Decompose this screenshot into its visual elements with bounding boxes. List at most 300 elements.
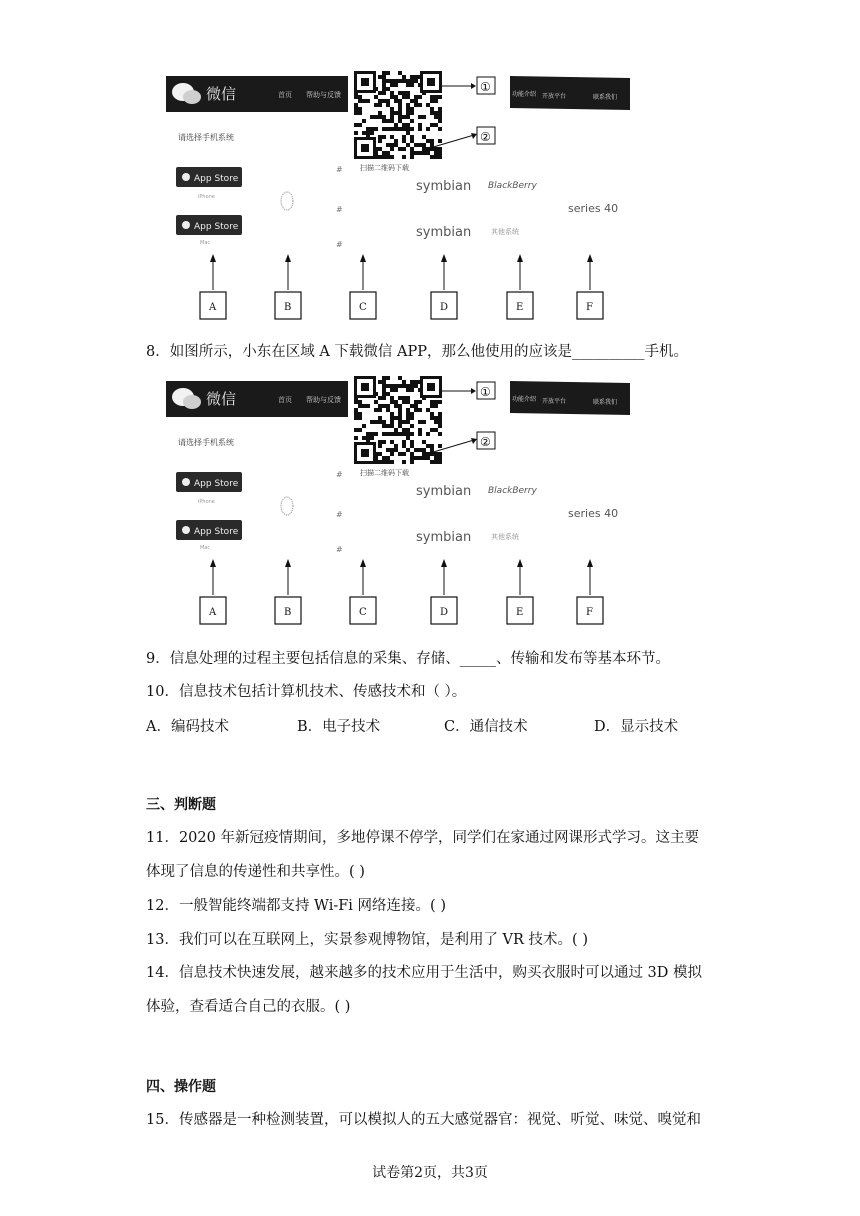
qr-module: [382, 87, 386, 91]
region-label-C: C: [359, 302, 367, 313]
qr-module: [422, 440, 426, 444]
pointer-arrowhead-B: [285, 559, 291, 567]
qr-module: [378, 440, 382, 444]
qr-module: [410, 119, 414, 123]
qr-module: [406, 79, 410, 83]
qr-module: [386, 87, 390, 91]
qr-module: [410, 135, 414, 139]
qr-module: [422, 143, 426, 147]
qr-module: [386, 384, 390, 388]
qr-code: [354, 71, 442, 159]
qr-module: [402, 444, 406, 448]
qr-module: [370, 127, 374, 131]
pointer-arrowhead-E: [517, 559, 523, 567]
qr-module: [406, 107, 410, 111]
qr-module: [438, 452, 442, 456]
qr-module: [426, 408, 430, 412]
qr-module: [430, 444, 434, 448]
qr-module: [390, 135, 394, 139]
qr-module: [362, 119, 366, 123]
qr-module: [394, 444, 398, 448]
pointer-arrowhead-D: [441, 254, 447, 262]
qr-module: [394, 432, 398, 436]
qr-module: [426, 444, 430, 448]
os-mark-3: #: [336, 240, 343, 249]
pointer-arrowhead-C: [360, 559, 366, 567]
qr-module: [430, 412, 434, 416]
qr-module: [410, 99, 414, 103]
right-menu-3: 联系我们: [593, 94, 618, 101]
qr-module: [378, 103, 382, 107]
qr-module: [410, 384, 414, 388]
pointer-arrowhead-A: [210, 254, 216, 262]
wechat-logo-icon-small: [183, 90, 201, 104]
qr-module: [438, 139, 442, 143]
qr-module: [382, 91, 386, 95]
qr-module: [382, 127, 386, 131]
qr-module: [390, 460, 394, 464]
qr-module: [394, 384, 398, 388]
qr-module: [410, 127, 414, 131]
qr-module: [406, 111, 410, 115]
qr-module: [426, 127, 430, 131]
appstore-sub-2: Mac: [200, 240, 211, 246]
qr-finder-core-1: [361, 78, 369, 86]
qr-module: [382, 404, 386, 408]
appstore-sub-1: iPhone: [198, 499, 215, 505]
region-label-D: D: [440, 302, 449, 313]
qr-module: [358, 111, 362, 115]
blackberry-label: BlackBerry: [488, 181, 537, 191]
os-mark-1: #: [336, 165, 343, 174]
qr-module: [366, 432, 370, 436]
qr-module: [422, 456, 426, 460]
qr-module: [398, 91, 402, 95]
qr-module: [438, 412, 442, 416]
qr-module: [418, 408, 422, 412]
qr-module: [358, 416, 362, 420]
qr-module: [410, 75, 414, 79]
qr-module: [418, 115, 422, 119]
qr-module: [434, 155, 438, 159]
qr-module: [434, 115, 438, 119]
qr-module: [390, 412, 394, 416]
qr-module: [374, 400, 378, 404]
qr-module: [394, 143, 398, 147]
qr-module: [422, 452, 426, 456]
qr-module: [378, 408, 382, 412]
qr-module: [398, 384, 402, 388]
right-menu-2: 开放平台: [542, 398, 567, 405]
qr-module: [430, 416, 434, 420]
qr-module: [394, 99, 398, 103]
qr-module: [438, 107, 442, 111]
qr-module: [386, 119, 390, 123]
qr-module: [394, 400, 398, 404]
qr-module: [378, 444, 382, 448]
question-9: 9．信息处理的过程主要包括信息的采集、存储、_____、传输和发布等基本环节。: [146, 651, 670, 667]
qr-module: [398, 107, 402, 111]
qr-module: [386, 99, 390, 103]
qr-module: [398, 416, 402, 420]
region-label-C: C: [359, 607, 367, 618]
os-mark-3: #: [336, 545, 343, 554]
qr-module: [430, 95, 434, 99]
qr-module: [390, 416, 394, 420]
pointer-arrowhead-A: [210, 559, 216, 567]
qr-module: [434, 456, 438, 460]
qr-module: [438, 127, 442, 131]
qr-module: [370, 131, 374, 135]
qr-module: [422, 135, 426, 139]
qr-module: [394, 388, 398, 392]
qr-module: [390, 119, 394, 123]
qr-module: [418, 103, 422, 107]
qr-module: [406, 83, 410, 87]
question-14-line-2: 体验，查看适合自己的衣服。( ): [146, 999, 351, 1015]
region-label-D: D: [440, 607, 449, 618]
qr-module: [406, 115, 410, 119]
qr-module: [410, 404, 414, 408]
qr-module: [418, 151, 422, 155]
qr-module: [386, 404, 390, 408]
qr-module: [382, 83, 386, 87]
qr-module: [390, 155, 394, 159]
callout-arrowhead-1: [471, 388, 476, 394]
qr-module: [422, 420, 426, 424]
qr-module: [354, 412, 358, 416]
qr-module: [406, 428, 410, 432]
blackberry-label: BlackBerry: [488, 486, 537, 496]
symbian-label-2: symbian: [416, 530, 472, 545]
q10-option-a: A．编码技术: [146, 719, 229, 735]
section-heading-judgement: 三、判断题: [146, 797, 216, 813]
qr-module: [390, 111, 394, 115]
qr-module: [398, 79, 402, 83]
qr-module: [378, 452, 382, 456]
choose-system-text: 请选择手机系统: [178, 438, 234, 447]
qr-module: [386, 432, 390, 436]
qr-module: [390, 440, 394, 444]
symbian-label-2: symbian: [416, 225, 472, 240]
qr-module: [402, 420, 406, 424]
qr-module: [430, 428, 434, 432]
qr-module: [402, 452, 406, 456]
apple-icon-1-shape: [182, 478, 190, 486]
qr-module: [378, 91, 382, 95]
series40-label: series 40: [568, 507, 619, 520]
qr-module: [402, 123, 406, 127]
other-systems-label: 其他系统: [491, 228, 519, 236]
qr-module: [418, 143, 422, 147]
qr-module: [434, 123, 438, 127]
qr-module: [382, 380, 386, 384]
apple-icon-2-shape: [182, 526, 190, 534]
qr-module: [382, 388, 386, 392]
qr-module: [418, 420, 422, 424]
qr-module: [354, 103, 358, 107]
callout-label-2: ②: [480, 130, 491, 144]
qr-module: [434, 460, 438, 464]
qr-module: [402, 75, 406, 79]
choose-system-text: 请选择手机系统: [178, 133, 234, 142]
qr-module: [422, 151, 426, 155]
qr-module: [402, 115, 406, 119]
qr-finder-core-3: [361, 144, 369, 152]
qr-module: [402, 384, 406, 388]
other-systems-label: 其他系统: [491, 533, 519, 541]
qr-module: [374, 408, 378, 412]
qr-module: [438, 111, 442, 115]
qr-module: [402, 432, 406, 436]
qr-module: [386, 456, 390, 460]
question-12: 12．一般智能终端都支持 Wi-Fi 网络连接。( ): [146, 898, 446, 914]
qr-module: [406, 416, 410, 420]
qr-module: [390, 107, 394, 111]
qr-module: [406, 143, 410, 147]
pointer-arrowhead-E: [517, 254, 523, 262]
qr-module: [426, 103, 430, 107]
qr-module: [402, 139, 406, 143]
qr-module: [414, 384, 418, 388]
qr-module: [398, 147, 402, 151]
qr-module: [374, 127, 378, 131]
qr-finder-core-1: [361, 383, 369, 391]
qr-module: [418, 448, 422, 452]
q10-option-d: D．显示技术: [594, 719, 679, 735]
qr-module: [386, 408, 390, 412]
qr-module: [434, 428, 438, 432]
qr-module: [390, 95, 394, 99]
qr-module: [422, 448, 426, 452]
qr-module: [410, 380, 414, 384]
qr-module: [430, 123, 434, 127]
qr-module: [422, 115, 426, 119]
qr-module: [398, 99, 402, 103]
qr-finder-core-2: [427, 383, 435, 391]
qr-module: [362, 424, 366, 428]
region-label-F: F: [586, 302, 593, 313]
qr-module: [430, 99, 434, 103]
qr-module: [370, 436, 374, 440]
qr-module: [410, 416, 414, 420]
right-menu-2: 开放平台: [542, 93, 567, 100]
wechat-logo-icon-small: [183, 395, 201, 409]
qr-module: [414, 75, 418, 79]
qr-module: [406, 103, 410, 107]
qr-module: [382, 376, 386, 380]
qr-module: [382, 420, 386, 424]
appstore-sub-2: Mac: [200, 545, 211, 551]
qr-module: [386, 143, 390, 147]
qr-caption: 扫描二维码下载: [360, 164, 409, 172]
qr-module: [362, 131, 366, 135]
right-menu-1: 功能介绍: [512, 396, 537, 403]
qr-module: [390, 420, 394, 424]
qr-module: [358, 404, 362, 408]
qr-module: [406, 436, 410, 440]
qr-module: [438, 456, 442, 460]
wechat-menu-1: 首页: [278, 396, 292, 404]
qr-module: [362, 99, 366, 103]
region-label-B: B: [284, 302, 292, 313]
qr-module: [390, 448, 394, 452]
qr-module: [398, 115, 402, 119]
qr-module: [374, 432, 378, 436]
qr-module: [378, 75, 382, 79]
qr-module: [406, 432, 410, 436]
qr-module: [414, 103, 418, 107]
qr-module: [386, 79, 390, 83]
qr-module: [410, 440, 414, 444]
qr-module: [418, 95, 422, 99]
qr-module: [386, 155, 390, 159]
wechat-menu-2: 帮助与反馈: [306, 396, 341, 404]
qr-module: [402, 79, 406, 83]
qr-module: [386, 71, 390, 75]
qr-module: [402, 460, 406, 464]
appstore-label-1: App Store: [194, 479, 239, 489]
qr-module: [390, 384, 394, 388]
qr-module: [366, 436, 370, 440]
android-icon: [281, 497, 293, 515]
qr-module: [430, 111, 434, 115]
qr-module: [434, 111, 438, 115]
qr-module: [362, 404, 366, 408]
pointer-arrowhead-D: [441, 559, 447, 567]
qr-module: [426, 151, 430, 155]
qr-module: [390, 115, 394, 119]
qr-module: [370, 420, 374, 424]
qr-module: [398, 119, 402, 123]
qr-module: [402, 155, 406, 159]
qr-module: [402, 135, 406, 139]
qr-module: [386, 460, 390, 464]
qr-module: [426, 147, 430, 151]
qr-module: [386, 151, 390, 155]
apple-icon-2-shape: [182, 221, 190, 229]
qr-module: [430, 448, 434, 452]
wechat-title: 微信: [206, 390, 237, 408]
qr-module: [358, 99, 362, 103]
callout-label-1: ①: [480, 80, 491, 94]
qr-module: [406, 384, 410, 388]
qr-module: [438, 151, 442, 155]
question-8: 8．如图所示，小东在区域 A 下载微信 APP，那么他使用的应该是__________手机。: [146, 344, 689, 360]
qr-module: [414, 456, 418, 460]
q10-option-c: C．通信技术: [444, 719, 528, 735]
qr-module: [366, 99, 370, 103]
qr-module: [398, 127, 402, 131]
qr-module: [402, 91, 406, 95]
os-mark-2: #: [336, 205, 343, 214]
qr-module: [410, 388, 414, 392]
qr-module: [410, 412, 414, 416]
qr-module: [378, 404, 382, 408]
appstore-label-2: App Store: [194, 222, 239, 232]
qr-module: [414, 380, 418, 384]
qr-module: [390, 396, 394, 400]
qr-module: [398, 412, 402, 416]
page-footer: 试卷第2页，共3页: [372, 1165, 488, 1181]
qr-module: [430, 400, 434, 404]
qr-module: [398, 111, 402, 115]
qr-module: [382, 79, 386, 83]
qr-module: [410, 107, 414, 111]
qr-module: [394, 95, 398, 99]
qr-module: [374, 420, 378, 424]
qr-module: [414, 408, 418, 412]
qr-module: [386, 448, 390, 452]
qr-finder-core-3: [361, 449, 369, 457]
qr-module: [394, 83, 398, 87]
qr-module: [382, 119, 386, 123]
qr-module: [394, 448, 398, 452]
qr-module: [414, 151, 418, 155]
symbian-label-1: symbian: [416, 484, 472, 499]
qr-module: [426, 139, 430, 143]
qr-module: [406, 448, 410, 452]
qr-module: [434, 400, 438, 404]
qr-module: [354, 408, 358, 412]
qr-module: [398, 376, 402, 380]
qr-module: [378, 135, 382, 139]
figure-wechat-download-1: [160, 68, 650, 326]
qr-module: [386, 392, 390, 396]
qr-module: [394, 139, 398, 143]
qr-module: [390, 83, 394, 87]
qr-module: [434, 404, 438, 408]
qr-module: [390, 400, 394, 404]
qr-module: [438, 95, 442, 99]
qr-module: [398, 103, 402, 107]
qr-module: [426, 432, 430, 436]
qr-module: [434, 95, 438, 99]
qr-module: [410, 111, 414, 115]
qr-module: [426, 452, 430, 456]
qr-module: [378, 155, 382, 159]
callout-label-2: ②: [480, 435, 491, 449]
qr-module: [390, 91, 394, 95]
qr-module: [418, 400, 422, 404]
qr-module: [430, 404, 434, 408]
qr-module: [366, 404, 370, 408]
qr-module: [378, 147, 382, 151]
qr-module: [438, 155, 442, 159]
qr-module: [390, 79, 394, 83]
qr-module: [398, 420, 402, 424]
qr-module: [414, 404, 418, 408]
qr-module: [402, 380, 406, 384]
qr-code: [354, 376, 442, 464]
qr-module: [382, 135, 386, 139]
qr-module: [390, 147, 394, 151]
qr-module: [430, 155, 434, 159]
qr-module: [390, 432, 394, 436]
qr-module: [358, 428, 362, 432]
qr-module: [434, 151, 438, 155]
qr-module: [410, 424, 414, 428]
qr-module: [406, 400, 410, 404]
qr-module: [366, 127, 370, 131]
qr-module: [406, 412, 410, 416]
qr-module: [398, 424, 402, 428]
qr-module: [410, 151, 414, 155]
appstore-label-1: App Store: [194, 174, 239, 184]
qr-module: [430, 460, 434, 464]
wechat-title: 微信: [206, 85, 237, 103]
qr-module: [438, 416, 442, 420]
